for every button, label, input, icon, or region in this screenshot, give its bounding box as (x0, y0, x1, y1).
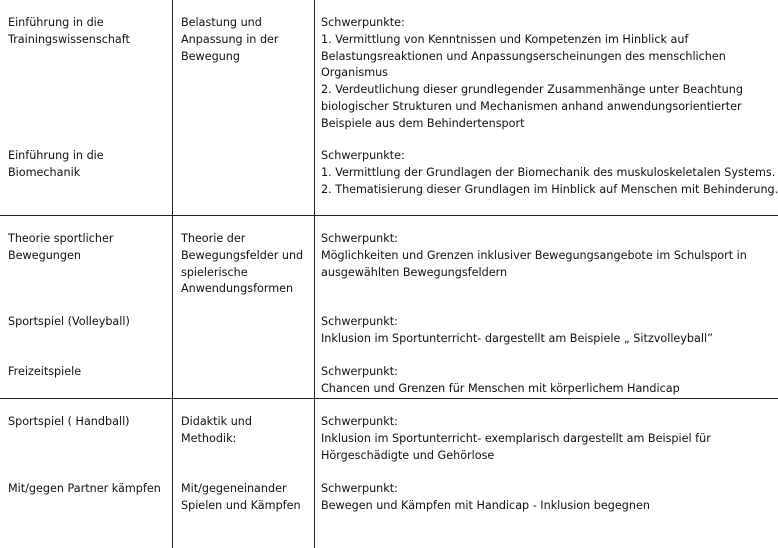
focus-biomechanik (321, 148, 778, 198)
cell-line: spielerische (181, 265, 248, 279)
focus-kaempfen-handicap (321, 481, 650, 515)
topic-biomechanik (8, 148, 104, 182)
cell-line: Schwerpunkt: (321, 482, 398, 495)
area-spielen-kaempfen (181, 481, 301, 515)
cell-line: ausgewählten Bewegungsfeldern (321, 265, 508, 279)
cell-line: Chancen und Grenzen für Menschen mit körperlichem Handicap (321, 381, 680, 395)
cell-line: 1. Vermittlung der Grundlagen der Biomechanik des muskuloskeletalen Systems. (321, 165, 776, 179)
cell-line: Theorie der (181, 232, 246, 245)
focus-sitzvolleyball (321, 314, 713, 348)
topic-freizeitspiele (8, 364, 81, 381)
cell-line: biologischer Strukturen und Mechanismen anhand anwendungsorientierter (321, 99, 742, 113)
cell-line: Trainingswissenschaft (8, 32, 130, 46)
cell-line: Belastungsreaktionen und Anpassungserscheinungen des menschlichen (321, 49, 726, 63)
area-bewegungsfelder (181, 231, 303, 298)
cell-line: Beispiele aus dem Behindertensport (321, 116, 525, 130)
cell-line: Schwerpunkt: (321, 365, 398, 378)
cell-line: 1. Vermittlung von Kenntnissen und Kompetenzen im Hinblick auf (321, 32, 689, 46)
topic-theorie-bewegungen (8, 231, 114, 265)
cell-line: Sportspiel (Volleyball) (8, 315, 130, 328)
cell-line: Bewegungsfelder und (181, 248, 304, 262)
cell-line: Schwerpunkt: (321, 315, 398, 328)
cell-line: Bewegen und Kämpfen mit Handicap - Inklusion begegnen (321, 498, 650, 512)
cell-line: Sportspiel ( Handball) (8, 415, 130, 428)
topic-volleyball (8, 314, 130, 331)
cell-line: Schwerpunkt: (321, 232, 398, 245)
focus-bewegungsangebote (321, 231, 747, 281)
cell-line: 2. Thematisierung dieser Grundlagen im Hinblick auf Menschen mit Behinderung. (321, 182, 778, 196)
cell-line: Inklusion im Sportunterricht- dargestellt am Beispiele „ Sitzvolleyball” (321, 331, 713, 345)
cell-line: Methodik: (181, 431, 237, 445)
area-didaktik (181, 414, 252, 448)
cell-line: Schwerpunkte: (321, 149, 405, 162)
column-divider-2 (314, 0, 315, 548)
cell-line: Spielen und Kämpfen (181, 498, 301, 512)
cell-line: Möglichkeiten und Grenzen inklusiver Bewegungsangebote im Schulsport in (321, 248, 747, 262)
cell-line: Mit/gegen Partner kämpfen (8, 482, 161, 495)
cell-line: Einführung in die (8, 16, 104, 29)
cell-line: Schwerpunkte: (321, 16, 405, 29)
cell-line: Einführung in die (8, 149, 104, 162)
focus-handicap (321, 364, 680, 398)
cell-line: Hörgeschädigte und Gehörlose (321, 448, 495, 462)
cell-line: Didaktik und (181, 415, 252, 428)
area-belastung (181, 15, 279, 65)
column-divider-1 (172, 0, 173, 548)
row-divider-1 (0, 215, 778, 216)
cell-line: Mit/gegeneinander (181, 482, 287, 495)
cell-line: Organismus (321, 66, 389, 80)
cell-line: Freizeitspiele (8, 365, 82, 378)
topic-handball (8, 414, 130, 431)
topic-trainingswissenschaft (8, 15, 130, 49)
focus-trainingswissenschaft (321, 15, 743, 133)
focus-gehoerlose (321, 414, 711, 464)
cell-line: Biomechanik (8, 165, 81, 179)
cell-line: Belastung und (181, 16, 262, 29)
cell-line: 2. Verdeutlichung dieser grundlegender Zusammenhänge unter Beachtung (321, 83, 743, 97)
cell-line: Theorie sportlicher (8, 232, 114, 245)
cell-line: Anwendungsformen (181, 282, 294, 296)
cell-line: Bewegung (181, 49, 240, 63)
topic-kaempfen (8, 481, 161, 498)
cell-line: Inklusion im Sportunterricht- exemplarisch dargestellt am Beispiel für (321, 431, 711, 445)
row-divider-2 (0, 398, 778, 399)
cell-line: Anpassung in der (181, 32, 279, 46)
cell-line: Bewegungen (8, 248, 81, 262)
cell-line: Schwerpunkt: (321, 415, 398, 428)
